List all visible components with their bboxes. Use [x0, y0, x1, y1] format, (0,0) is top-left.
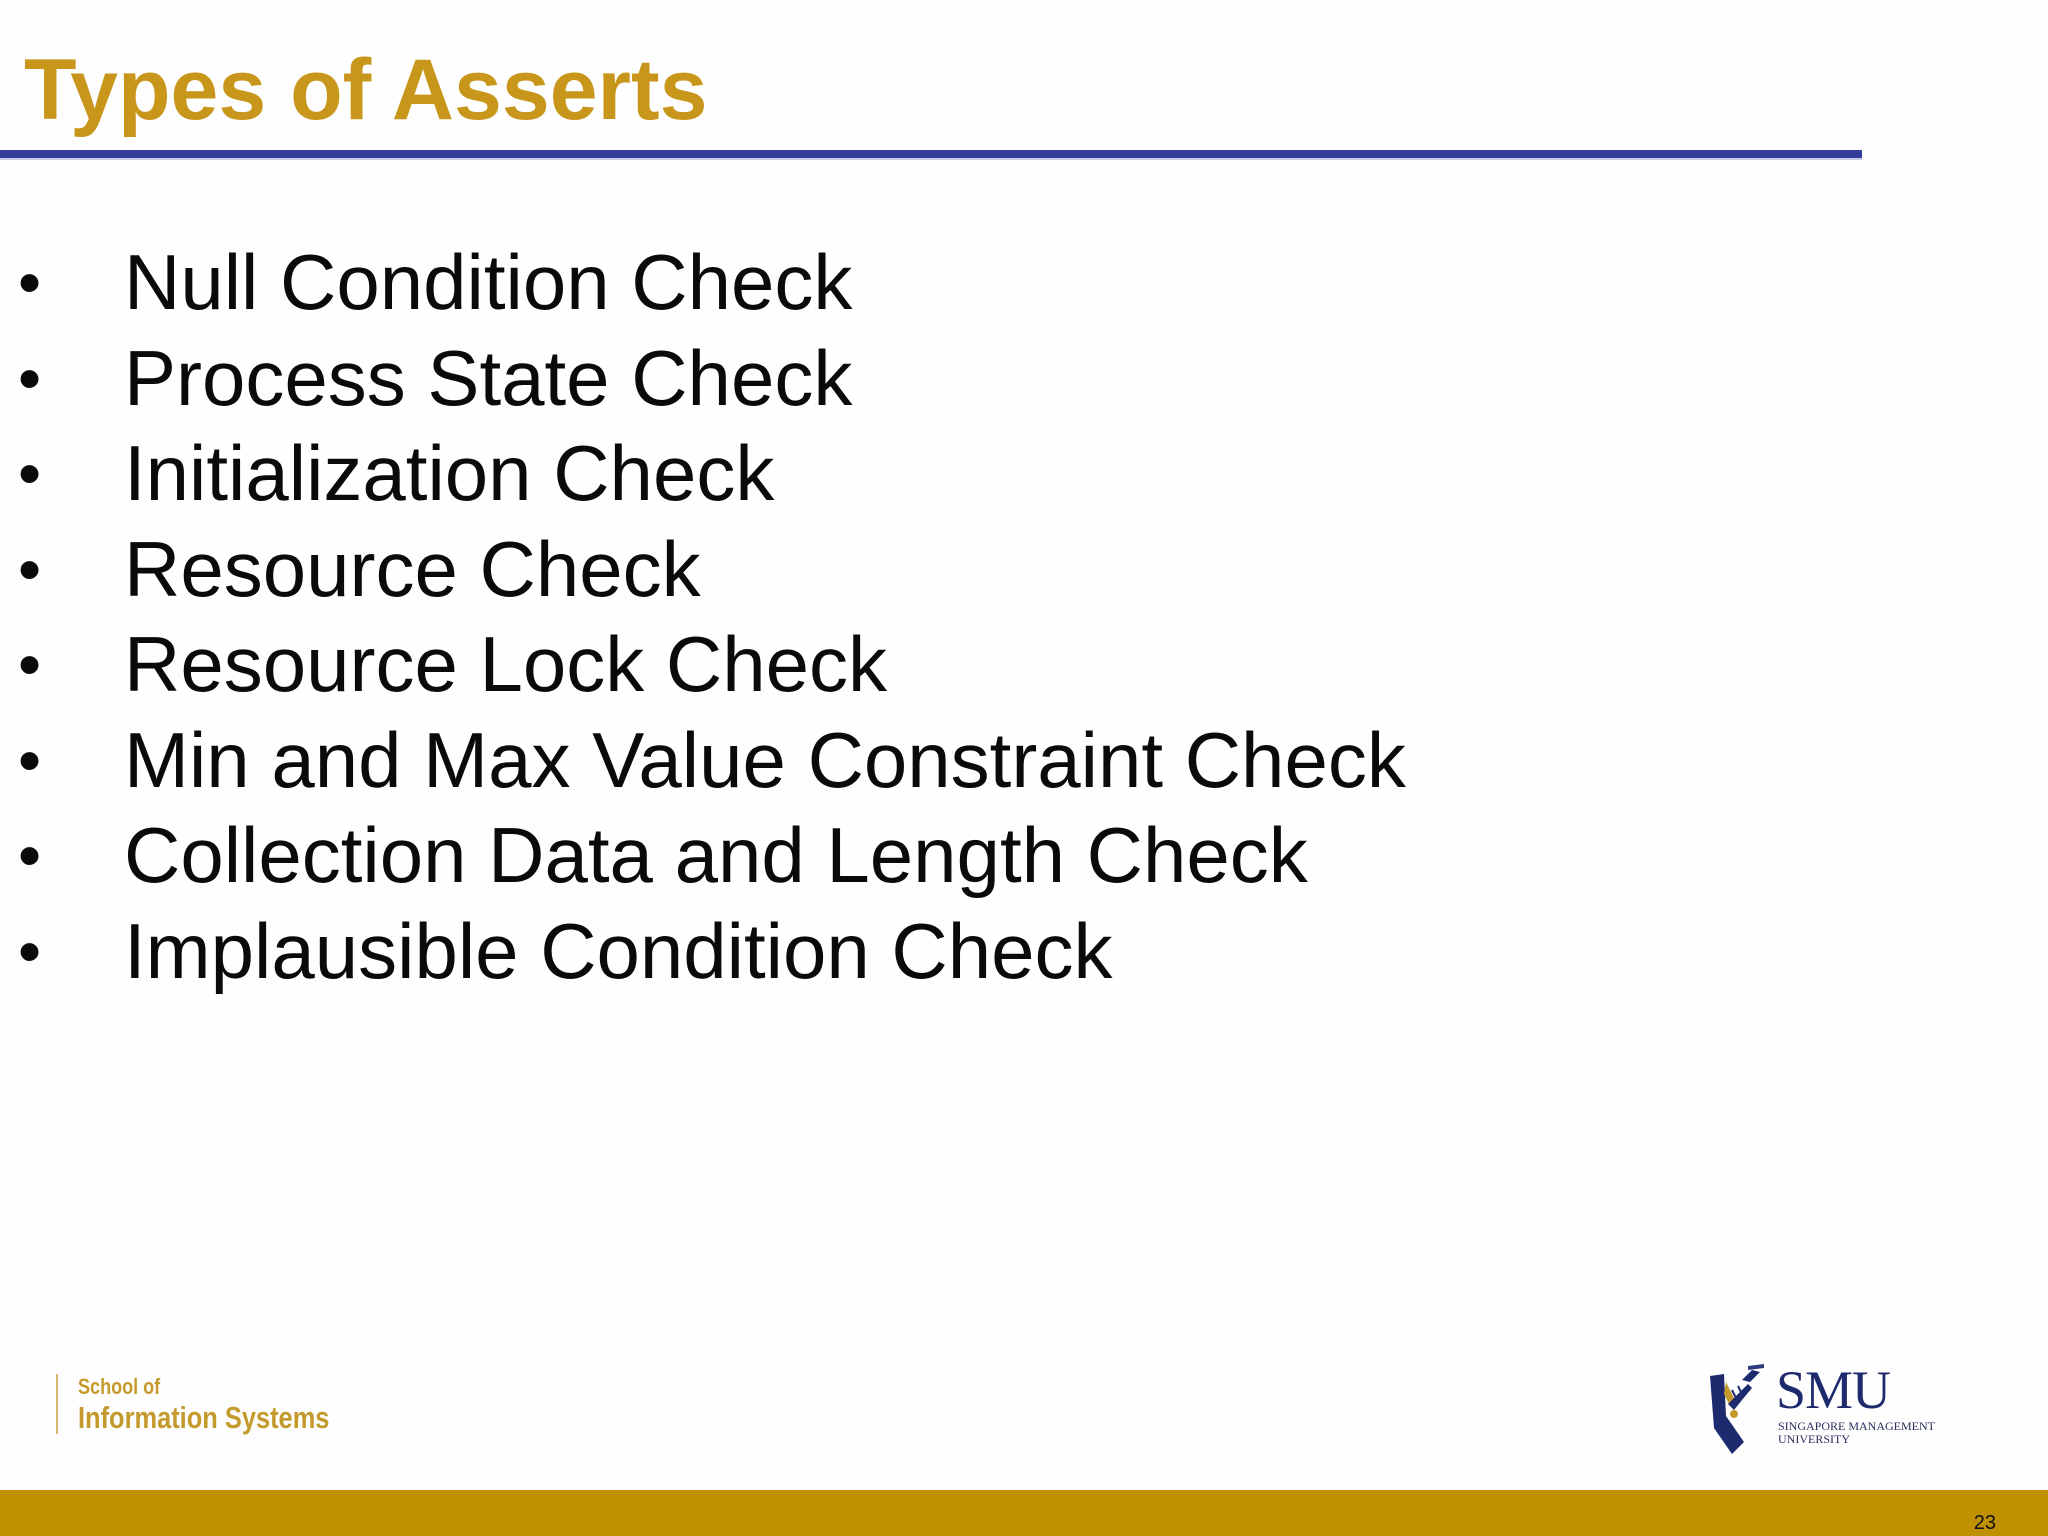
bullet-text: Resource Lock Check — [124, 620, 888, 708]
logo-subtitle-line1: SINGAPORE MANAGEMENT — [1778, 1419, 1936, 1433]
bullet-text: Null Condition Check — [124, 238, 853, 326]
bullet-text: Resource Check — [124, 524, 701, 613]
school-name-line1: School of — [78, 1374, 161, 1399]
school-logo — [56, 1374, 385, 1434]
bullet-icon: • — [18, 722, 42, 797]
bullet-text: Initialization Check — [124, 429, 775, 517]
bullet-icon: • — [18, 340, 42, 415]
bullet-icon: • — [18, 436, 42, 510]
bullet-text: Implausible Condition Check — [124, 906, 1113, 995]
footer-bar — [0, 1490, 2048, 1536]
logo-subtitle — [1778, 1420, 1935, 1446]
bullet-icon: • — [18, 627, 42, 701]
logo-name: SMU — [1776, 1360, 1891, 1420]
bullet-icon: • — [18, 531, 42, 606]
school-name-line2: Information Systems — [78, 1400, 330, 1435]
title-divider — [0, 150, 1862, 160]
bullet-text: Min and Max Value Constraint Check — [124, 715, 1406, 804]
smu-logo — [1704, 1358, 1964, 1458]
bullet-icon: • — [18, 913, 42, 988]
bullet-text: Process State Check — [124, 333, 853, 422]
bullet-text: Collection Data and Length Check — [124, 811, 1308, 899]
logo-subtitle-line2: UNIVERSITY — [1778, 1432, 1850, 1446]
bullet-icon: • — [18, 818, 42, 892]
slide-number: 23 — [1973, 1512, 1996, 1534]
bullet-icon: • — [18, 245, 42, 319]
smu-crest-icon — [1704, 1358, 1776, 1458]
slide-title: Types of Asserts — [24, 42, 708, 138]
